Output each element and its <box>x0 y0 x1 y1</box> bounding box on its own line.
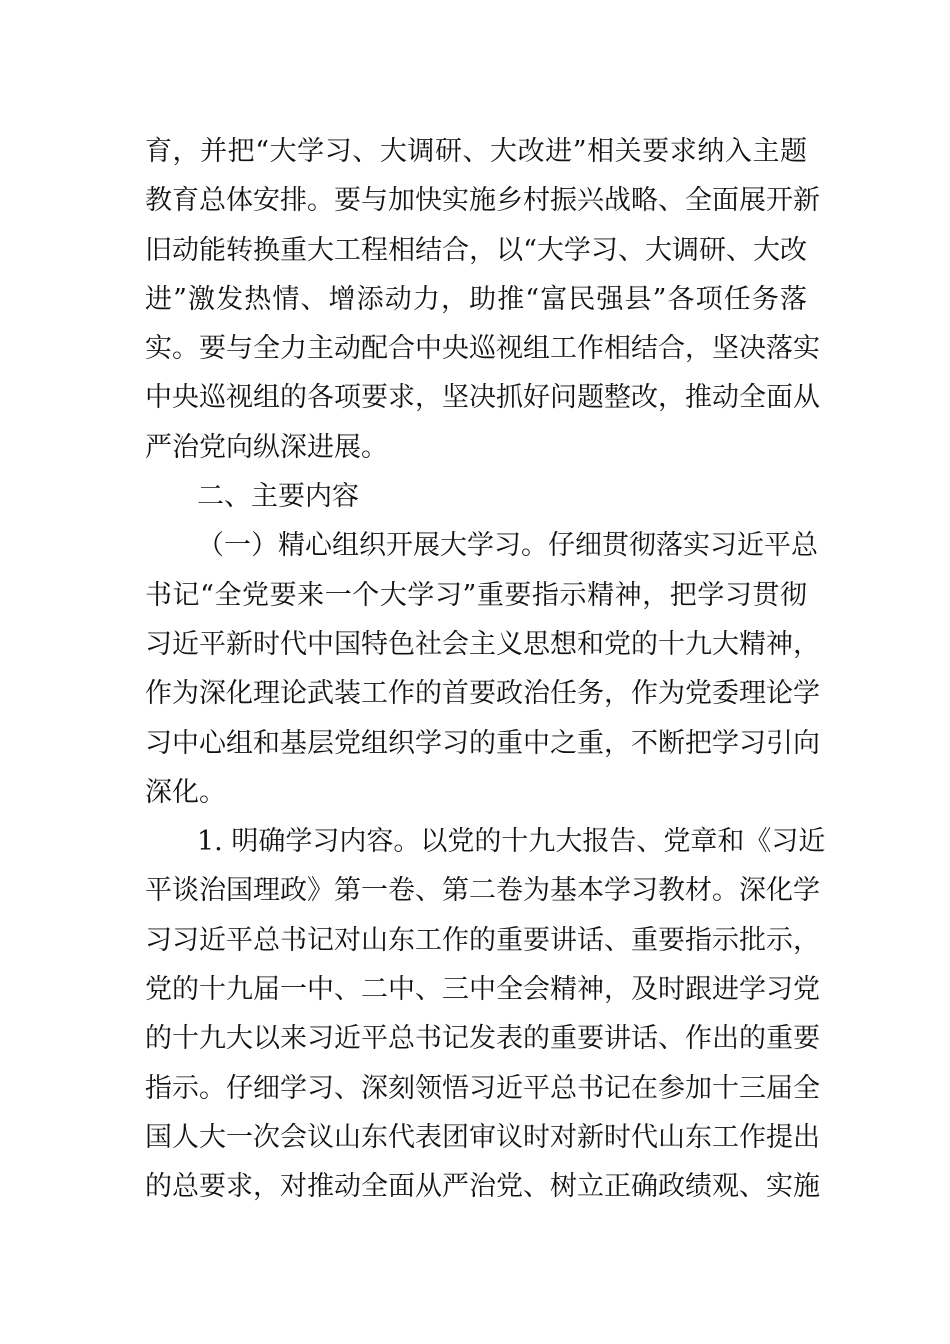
paragraph-intro-continuation <box>145 127 820 472</box>
text-line: 指示。仔细学习、深刻领悟习近平总书记在参加十三届全 <box>145 1072 820 1104</box>
text-line: 党的十九届一中、二中、三中全会精神，及时跟进学习党 <box>145 974 820 1006</box>
text-line: 习近平新时代中国特色社会主义思想和党的十九大精神， <box>145 628 820 660</box>
text-line: 的十九大以来习近平总书记发表的重要讲话、作出的重要 <box>145 1023 820 1055</box>
paragraph-study-content <box>145 817 826 1211</box>
text-line: 旧动能转换重大工程相结合，以“大学习、大调研、大改 <box>145 234 807 266</box>
text-line: 书记“全党要来一个大学习”重要指示精神，把学习贯彻 <box>145 579 807 611</box>
text-line: 习中心组和基层党组织学习的重中之重，不断把学习引向 <box>145 727 820 759</box>
paragraph-big-study <box>145 521 820 817</box>
text-line: 进”激发热情、增添动力，助推“富民强县”各项任务落 <box>145 283 807 315</box>
text-line: 中央巡视组的各项要求，坚决抓好问题整改，推动全面从 <box>145 382 820 414</box>
text-line: 平谈治国理政》第一卷、第二卷为基本学习教材。深化学 <box>145 875 820 907</box>
text-line: （一）精心组织开展大学习。仔细贯彻落实习近平总 <box>197 530 818 562</box>
text-line: 教育总体安排。要与加快实施乡村振兴战略、全面展开新 <box>145 185 820 217</box>
text-line: 1. 明确学习内容。以党的十九大报告、党章和《习近 <box>197 826 826 858</box>
document-body <box>145 127 826 1212</box>
text-line: 国人大一次会议山东代表团审议时对新时代山东工作提出 <box>145 1121 820 1153</box>
text-line: 的总要求，对推动全面从严治党、树立正确政绩观、实施 <box>145 1171 820 1203</box>
text-line: 实。要与全力主动配合中央巡视组工作相结合，坚决落实 <box>145 333 820 365</box>
text-line: 习习近平总书记对山东工作的重要讲话、重要指示批示， <box>145 924 820 956</box>
text-line: 作为深化理论武装工作的首要政治任务，作为党委理论学 <box>145 678 820 710</box>
text-line: 深化。 <box>145 776 226 808</box>
text-line: 严治党向纵深进展。 <box>145 431 388 463</box>
section-heading-main-content <box>145 472 807 521</box>
text-line: 育，并把“大学习、大调研、大改进”相关要求纳入主题 <box>145 136 807 167</box>
section-heading: 二、主要内容 <box>197 481 359 513</box>
